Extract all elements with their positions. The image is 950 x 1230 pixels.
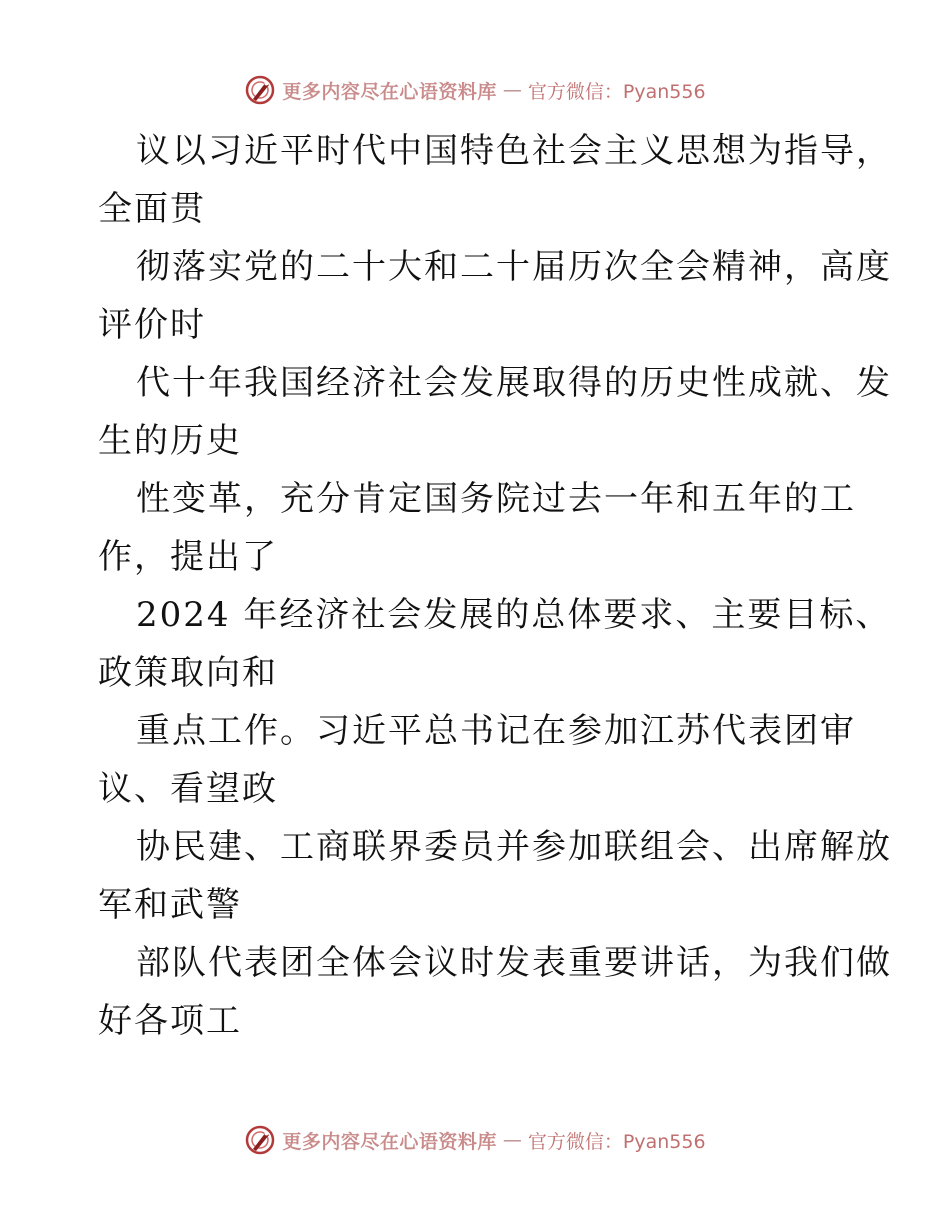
paragraph-first-line: 2024 年经济社会发展的总体要求、主要目标、 (136, 595, 892, 635)
paragraph (98, 470, 878, 586)
watermark-contact-text: 官方微信：Pyan556 (527, 1130, 706, 1153)
paragraph-wrap-line: 全面贯 (98, 189, 206, 229)
header-watermark (0, 70, 950, 110)
paragraph (98, 818, 892, 934)
pen-nib-logo-icon (244, 74, 276, 106)
pen-nib-logo-icon (244, 1124, 276, 1156)
paragraph (98, 354, 892, 470)
watermark-separator: — (502, 1129, 522, 1151)
document-body (98, 122, 892, 1050)
watermark-contact-text: 官方微信：Pyan556 (527, 80, 706, 103)
watermark-separator: — (502, 79, 522, 101)
watermark-brand-text: 更多内容尽在心语资料库 (282, 80, 497, 103)
paragraph-first-line: 重点工作。习近平总书记在参加江苏代表团审 (136, 711, 856, 751)
paragraph-first-line: 部队代表团全体会议时发表重要讲话，为我们做 (136, 943, 892, 983)
paragraph-wrap-line: 作，提出了 (98, 537, 278, 577)
paragraph-wrap-line: 评价时 (98, 305, 206, 345)
paragraph-first-line: 彻落实党的二十大和二十届历次全会精神，高度 (136, 247, 892, 287)
paragraph (98, 934, 892, 1050)
paragraph-first-line: 性变革，充分肯定国务院过去一年和五年的工 (136, 479, 856, 519)
watermark-brand-text: 更多内容尽在心语资料库 (282, 1130, 497, 1153)
paragraph-wrap-line: 议、看望政 (98, 769, 278, 809)
paragraph-wrap-line: 好各项工 (98, 1001, 242, 1041)
paragraph-wrap-line: 生的历史 (98, 421, 242, 461)
paragraph (98, 586, 892, 702)
paragraph-first-line: 协民建、工商联界委员并参加联组会、出席解放 (136, 827, 892, 867)
paragraph-first-line: 议以习近平时代中国特色社会主义思想为指导， (136, 131, 892, 171)
footer-watermark (0, 1120, 950, 1160)
paragraph-first-line: 代十年我国经济社会发展取得的历史性成就、发 (136, 363, 892, 403)
paragraph-wrap-line: 军和武警 (98, 885, 242, 925)
paragraph (98, 702, 878, 818)
paragraph (98, 122, 892, 238)
paragraph (98, 238, 892, 354)
paragraph-wrap-line: 政策取向和 (98, 653, 278, 693)
